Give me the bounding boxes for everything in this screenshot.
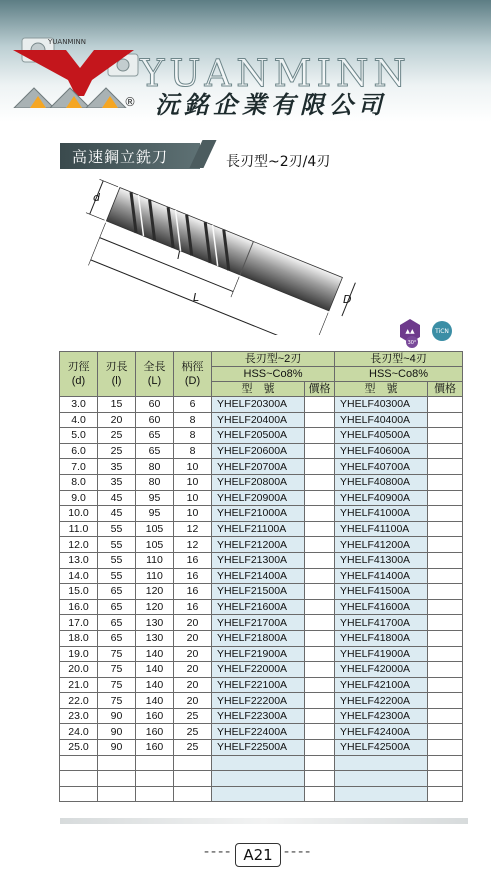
footer-bar — [60, 818, 468, 824]
cell-shank-diameter: 8 — [174, 443, 212, 459]
cell-total-length: 60 — [136, 412, 174, 428]
cell-total-length: 160 — [136, 724, 174, 740]
cell-diameter: 8.0 — [60, 474, 98, 490]
diagram-label-D: D — [343, 293, 352, 306]
cell-price-2-flute — [305, 474, 335, 490]
brand-name-chinese: 沅銘企業有限公司 — [155, 90, 387, 119]
cell-flute-length: 55 — [98, 552, 136, 568]
cell-total-length: 105 — [136, 521, 174, 537]
cell-diameter: 19.0 — [60, 646, 98, 662]
cell-shank-diameter — [174, 755, 212, 771]
cell-price-2-flute — [305, 615, 335, 631]
cell-total-length: 160 — [136, 708, 174, 724]
table-row — [60, 755, 463, 771]
cell-model-2-flute: YHELF21700A — [212, 615, 305, 631]
cell-diameter: 24.0 — [60, 724, 98, 740]
cell-model-2-flute — [212, 771, 305, 787]
cell-price-2-flute — [305, 630, 335, 646]
cell-price-2-flute — [305, 724, 335, 740]
cell-price-2-flute — [305, 506, 335, 522]
cell-price-2-flute — [305, 552, 335, 568]
cell-model-4-flute: YHELF40900A — [335, 490, 428, 506]
cell-model-4-flute — [335, 786, 428, 802]
cell-price-4-flute — [428, 412, 463, 428]
cell-diameter: 9.0 — [60, 490, 98, 506]
cell-flute-length: 90 — [98, 724, 136, 740]
cell-diameter: 3.0 — [60, 397, 98, 413]
cell-model-2-flute: YHELF22100A — [212, 677, 305, 693]
table-row — [60, 459, 463, 475]
cell-model-2-flute: YHELF20400A — [212, 412, 305, 428]
cell-price-4-flute — [428, 740, 463, 756]
company-logo — [8, 36, 143, 108]
section-subtitle: 長刃型~2刃/4刃 — [226, 154, 331, 170]
cell-price-4-flute — [428, 490, 463, 506]
cell-shank-diameter — [174, 771, 212, 787]
table-row — [60, 412, 463, 428]
cell-price-4-flute — [428, 584, 463, 600]
table-row — [60, 397, 463, 413]
cell-price-2-flute — [305, 708, 335, 724]
table-row — [60, 724, 463, 740]
cell-model-4-flute: YHELF41400A — [335, 568, 428, 584]
cell-price-4-flute — [428, 537, 463, 553]
table-row — [60, 740, 463, 756]
cell-flute-length: 25 — [98, 443, 136, 459]
cell-price-2-flute — [305, 693, 335, 709]
cell-shank-diameter: 25 — [174, 708, 212, 724]
cell-price-2-flute — [305, 786, 335, 802]
header-diameter: 刃徑 (d) — [60, 352, 98, 397]
cell-model-4-flute: YHELF41100A — [335, 521, 428, 537]
cell-shank-diameter: 16 — [174, 568, 212, 584]
cell-flute-length: 35 — [98, 474, 136, 490]
cell-model-4-flute: YHELF42400A — [335, 724, 428, 740]
cell-price-4-flute — [428, 677, 463, 693]
header-material-4-flute: HSS~Co8% — [335, 367, 463, 382]
cell-model-4-flute: YHELF41500A — [335, 584, 428, 600]
cell-flute-length: 35 — [98, 459, 136, 475]
cell-total-length: 65 — [136, 428, 174, 444]
cell-flute-length: 90 — [98, 708, 136, 724]
cell-diameter — [60, 786, 98, 802]
cell-shank-diameter: 25 — [174, 724, 212, 740]
cell-price-2-flute — [305, 521, 335, 537]
cell-model-4-flute: YHELF41300A — [335, 552, 428, 568]
cell-model-2-flute: YHELF22300A — [212, 708, 305, 724]
cell-diameter: 13.0 — [60, 552, 98, 568]
cell-price-4-flute — [428, 771, 463, 787]
cell-diameter — [60, 771, 98, 787]
table-row — [60, 428, 463, 444]
cell-shank-diameter: 16 — [174, 599, 212, 615]
cell-price-2-flute — [305, 490, 335, 506]
cell-flute-length — [98, 771, 136, 787]
cell-shank-diameter: 10 — [174, 459, 212, 475]
cell-price-2-flute — [305, 459, 335, 475]
cell-price-2-flute — [305, 568, 335, 584]
cell-diameter: 20.0 — [60, 662, 98, 678]
table-row — [60, 786, 463, 802]
cell-diameter — [60, 755, 98, 771]
section-title: 高速鋼立銑刀 — [72, 148, 169, 166]
cell-total-length: 140 — [136, 693, 174, 709]
svg-text:▲▲: ▲▲ — [405, 328, 415, 335]
cell-price-4-flute — [428, 552, 463, 568]
cell-total-length: 140 — [136, 677, 174, 693]
cell-model-4-flute: YHELF41800A — [335, 630, 428, 646]
cell-price-2-flute — [305, 646, 335, 662]
cell-shank-diameter: 8 — [174, 428, 212, 444]
header-group-2-flute: 長刃型~2刃 — [212, 352, 335, 367]
table-row — [60, 443, 463, 459]
cell-price-2-flute — [305, 599, 335, 615]
cell-shank-diameter: 16 — [174, 584, 212, 600]
cell-diameter: 25.0 — [60, 740, 98, 756]
header-shank-diameter: 柄徑 (D) — [174, 352, 212, 397]
table-row — [60, 521, 463, 537]
cell-flute-length: 65 — [98, 630, 136, 646]
cell-total-length: 140 — [136, 662, 174, 678]
cell-model-2-flute: YHELF20900A — [212, 490, 305, 506]
table-row — [60, 646, 463, 662]
cell-model-2-flute: YHELF22200A — [212, 693, 305, 709]
cell-price-4-flute — [428, 755, 463, 771]
cell-shank-diameter: 16 — [174, 552, 212, 568]
cell-total-length: 65 — [136, 443, 174, 459]
cell-diameter: 18.0 — [60, 630, 98, 646]
cell-shank-diameter: 20 — [174, 662, 212, 678]
page-dash-left: ---- — [204, 844, 233, 860]
cell-shank-diameter: 20 — [174, 615, 212, 631]
cell-price-2-flute — [305, 740, 335, 756]
header-group-4-flute: 長刃型~4刃 — [335, 352, 463, 367]
cell-flute-length: 15 — [98, 397, 136, 413]
cell-shank-diameter: 20 — [174, 646, 212, 662]
cell-flute-length — [98, 786, 136, 802]
cell-model-2-flute: YHELF20700A — [212, 459, 305, 475]
cell-price-4-flute — [428, 646, 463, 662]
cell-model-4-flute: YHELF40300A — [335, 397, 428, 413]
cell-price-2-flute — [305, 428, 335, 444]
coating-badges — [396, 317, 458, 349]
cell-price-4-flute — [428, 599, 463, 615]
cell-total-length: 80 — [136, 474, 174, 490]
table-row — [60, 552, 463, 568]
header-flute-length: 刃長 (l) — [98, 352, 136, 397]
cell-price-4-flute — [428, 615, 463, 631]
cell-model-2-flute: YHELF22500A — [212, 740, 305, 756]
cell-price-4-flute — [428, 443, 463, 459]
cell-price-4-flute — [428, 397, 463, 413]
table-row — [60, 584, 463, 600]
cell-price-4-flute — [428, 630, 463, 646]
cell-diameter: 7.0 — [60, 459, 98, 475]
cell-shank-diameter: 20 — [174, 630, 212, 646]
table-row — [60, 708, 463, 724]
cell-shank-diameter: 8 — [174, 412, 212, 428]
cell-total-length: 140 — [136, 646, 174, 662]
cell-diameter: 11.0 — [60, 521, 98, 537]
cell-diameter: 23.0 — [60, 708, 98, 724]
cell-model-4-flute: YHELF42200A — [335, 693, 428, 709]
cell-price-4-flute — [428, 459, 463, 475]
cell-price-2-flute — [305, 771, 335, 787]
cell-price-4-flute — [428, 693, 463, 709]
cell-model-2-flute: YHELF20500A — [212, 428, 305, 444]
table-row — [60, 568, 463, 584]
header-total-length: 全長 (L) — [136, 352, 174, 397]
cell-diameter: 15.0 — [60, 584, 98, 600]
cell-model-4-flute: YHELF40500A — [335, 428, 428, 444]
cell-total-length — [136, 771, 174, 787]
cell-price-4-flute — [428, 708, 463, 724]
cell-model-4-flute — [335, 771, 428, 787]
cell-model-4-flute: YHELF42300A — [335, 708, 428, 724]
cell-diameter: 16.0 — [60, 599, 98, 615]
cell-total-length: 95 — [136, 490, 174, 506]
cell-model-4-flute: YHELF42000A — [335, 662, 428, 678]
cell-total-length: 60 — [136, 397, 174, 413]
cell-diameter: 6.0 — [60, 443, 98, 459]
cell-model-4-flute: YHELF40600A — [335, 443, 428, 459]
cell-price-2-flute — [305, 584, 335, 600]
cell-total-length — [136, 786, 174, 802]
spec-table — [59, 351, 463, 802]
page-header — [0, 0, 491, 122]
cell-total-length: 130 — [136, 615, 174, 631]
logo-wordmark: YUANMINN — [48, 38, 87, 46]
cell-flute-length: 90 — [98, 740, 136, 756]
cell-flute-length: 45 — [98, 506, 136, 522]
cell-flute-length: 65 — [98, 584, 136, 600]
cell-model-4-flute: YHELF41200A — [335, 537, 428, 553]
diagram-label-L: L — [193, 291, 200, 304]
cell-price-4-flute — [428, 724, 463, 740]
cell-total-length: 120 — [136, 584, 174, 600]
registered-mark: ® — [124, 95, 136, 109]
cell-total-length: 110 — [136, 552, 174, 568]
cell-model-4-flute — [335, 755, 428, 771]
cell-flute-length: 55 — [98, 568, 136, 584]
diagram-label-d: d — [93, 191, 100, 204]
cell-price-4-flute — [428, 568, 463, 584]
cell-shank-diameter: 10 — [174, 506, 212, 522]
table-row — [60, 630, 463, 646]
cell-model-2-flute: YHELF21400A — [212, 568, 305, 584]
cell-total-length: 130 — [136, 630, 174, 646]
cell-model-4-flute: YHELF41600A — [335, 599, 428, 615]
cell-price-2-flute — [305, 537, 335, 553]
cell-model-2-flute: YHELF21000A — [212, 506, 305, 522]
cell-diameter: 17.0 — [60, 615, 98, 631]
cell-model-2-flute: YHELF21200A — [212, 537, 305, 553]
cell-diameter: 21.0 — [60, 677, 98, 693]
cell-model-4-flute: YHELF40700A — [335, 459, 428, 475]
cell-diameter: 14.0 — [60, 568, 98, 584]
coating-type-badge: TiCN — [435, 328, 449, 335]
cell-model-4-flute: YHELF40400A — [335, 412, 428, 428]
cell-price-4-flute — [428, 428, 463, 444]
cell-diameter: 12.0 — [60, 537, 98, 553]
page-dash-right: ---- — [284, 844, 313, 860]
cell-shank-diameter: 10 — [174, 474, 212, 490]
cell-model-2-flute — [212, 755, 305, 771]
cell-price-4-flute — [428, 506, 463, 522]
cell-total-length: 110 — [136, 568, 174, 584]
cell-price-4-flute — [428, 474, 463, 490]
brand-name-english: YUANMINN — [140, 52, 411, 95]
cell-shank-diameter: 20 — [174, 693, 212, 709]
cell-shank-diameter: 12 — [174, 537, 212, 553]
cell-flute-length: 45 — [98, 490, 136, 506]
cell-model-2-flute: YHELF21600A — [212, 599, 305, 615]
cell-model-2-flute: YHELF20600A — [212, 443, 305, 459]
cell-model-4-flute: YHELF41700A — [335, 615, 428, 631]
cell-flute-length: 55 — [98, 537, 136, 553]
spec-table-body — [60, 397, 463, 802]
table-row — [60, 490, 463, 506]
cell-shank-diameter: 12 — [174, 521, 212, 537]
cell-flute-length: 75 — [98, 677, 136, 693]
diagram-label-l: l — [177, 249, 181, 262]
cell-price-4-flute — [428, 662, 463, 678]
cell-flute-length: 25 — [98, 428, 136, 444]
cell-price-2-flute — [305, 397, 335, 413]
cell-price-4-flute — [428, 786, 463, 802]
cell-model-2-flute: YHELF21300A — [212, 552, 305, 568]
cell-shank-diameter: 25 — [174, 740, 212, 756]
header-material-2-flute: HSS~Co8% — [212, 367, 335, 382]
cell-flute-length: 65 — [98, 615, 136, 631]
cell-flute-length: 20 — [98, 412, 136, 428]
cell-price-2-flute — [305, 755, 335, 771]
cell-total-length: 160 — [136, 740, 174, 756]
cell-model-2-flute: YHELF20800A — [212, 474, 305, 490]
cell-flute-length: 75 — [98, 693, 136, 709]
cell-total-length: 80 — [136, 459, 174, 475]
cell-shank-diameter: 20 — [174, 677, 212, 693]
table-row — [60, 599, 463, 615]
cell-model-4-flute: YHELF41000A — [335, 506, 428, 522]
cell-flute-length — [98, 755, 136, 771]
helix-angle-badge: 30° — [407, 340, 417, 346]
table-row — [60, 677, 463, 693]
cell-model-2-flute: YHELF21900A — [212, 646, 305, 662]
cell-total-length — [136, 755, 174, 771]
cell-diameter: 22.0 — [60, 693, 98, 709]
header-price-4-flute: 價格 — [428, 382, 463, 397]
header-model-4-flute: 型 號 — [335, 382, 428, 397]
cell-shank-diameter: 10 — [174, 490, 212, 506]
table-row — [60, 537, 463, 553]
cell-model-2-flute — [212, 786, 305, 802]
cell-model-4-flute: YHELF40800A — [335, 474, 428, 490]
header-price-2-flute: 價格 — [305, 382, 335, 397]
cell-total-length: 105 — [136, 537, 174, 553]
end-mill-diagram — [85, 175, 375, 335]
cell-shank-diameter: 6 — [174, 397, 212, 413]
cell-model-4-flute: YHELF42500A — [335, 740, 428, 756]
header-model-2-flute: 型 號 — [212, 382, 305, 397]
cell-price-2-flute — [305, 662, 335, 678]
cell-model-2-flute: YHELF21800A — [212, 630, 305, 646]
cell-total-length: 120 — [136, 599, 174, 615]
cell-model-4-flute: YHELF42100A — [335, 677, 428, 693]
cell-flute-length: 75 — [98, 646, 136, 662]
cell-diameter: 5.0 — [60, 428, 98, 444]
cell-model-2-flute: YHELF22400A — [212, 724, 305, 740]
table-row — [60, 771, 463, 787]
page-number: A21 — [235, 843, 281, 867]
cell-price-2-flute — [305, 443, 335, 459]
table-row — [60, 615, 463, 631]
cell-flute-length: 75 — [98, 662, 136, 678]
cell-model-2-flute: YHELF22000A — [212, 662, 305, 678]
table-row — [60, 474, 463, 490]
table-row — [60, 662, 463, 678]
cell-flute-length: 55 — [98, 521, 136, 537]
cell-model-2-flute: YHELF21500A — [212, 584, 305, 600]
table-row — [60, 693, 463, 709]
cell-shank-diameter — [174, 786, 212, 802]
table-row — [60, 506, 463, 522]
cell-diameter: 10.0 — [60, 506, 98, 522]
cell-diameter: 4.0 — [60, 412, 98, 428]
cell-price-2-flute — [305, 677, 335, 693]
cell-model-2-flute: YHELF20300A — [212, 397, 305, 413]
cell-price-2-flute — [305, 412, 335, 428]
cell-model-4-flute: YHELF41900A — [335, 646, 428, 662]
cell-total-length: 95 — [136, 506, 174, 522]
cell-price-4-flute — [428, 521, 463, 537]
cell-model-2-flute: YHELF21100A — [212, 521, 305, 537]
cell-flute-length: 65 — [98, 599, 136, 615]
